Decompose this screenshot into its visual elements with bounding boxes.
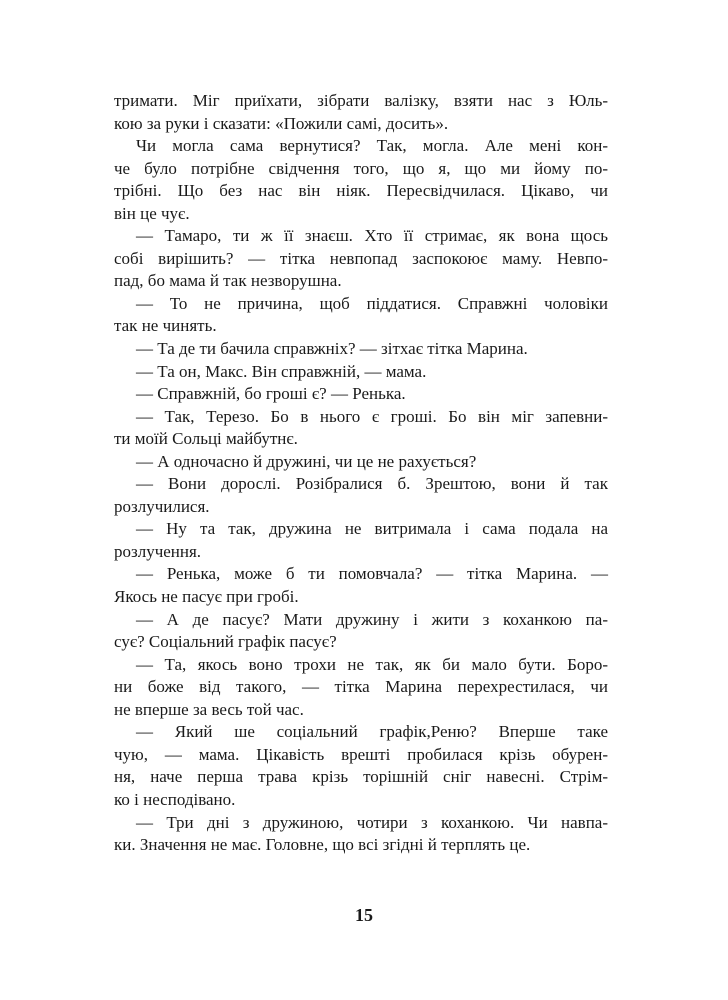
text-line: кою за руки і сказати: «Пожили самі, досить». [114, 113, 449, 133]
text-line: — Вони дорослі. Розібралися б. Зрештою, вони й так [136, 474, 608, 494]
text-line: тримати. Міг приїхати, зібрати валізку, взяти нас з Юль- [114, 91, 608, 110]
paragraph [114, 406, 608, 451]
paragraph [114, 383, 608, 406]
paragraph [114, 338, 608, 361]
text-line: ки. Значення не має. Головне, що всі згідні й терплять це. [114, 835, 531, 855]
paragraph [114, 609, 608, 654]
text-line: — Який ше соціальний графік,Реню? Вперше таке [136, 722, 608, 742]
text-line: — Ренька, може б ти помовчала? — тітка Марина. — [136, 564, 608, 584]
text-line: — А одночасно й дружині, чи це не рахується? [136, 451, 477, 471]
paragraph [114, 225, 608, 293]
text-line: розлучилися. [114, 496, 210, 516]
text-line: розлучення. [114, 541, 202, 561]
text-line: він це чує. [114, 203, 190, 223]
text-line: — Справжній, бо гроші є? — Ренька. [136, 384, 406, 404]
text-line: ти моїй Сольці майбутнє. [114, 429, 298, 449]
paragraph [114, 721, 608, 811]
paragraph [114, 451, 608, 474]
text-line: — Ну та так, дружина не витримала і сама подала на [136, 519, 608, 539]
text-line: чую, — мама. Цікавість врешті пробилася крізь обурен- [114, 744, 608, 764]
text-line: не вперше за весь той час. [114, 699, 304, 719]
text-line: Чи могла сама вернутися? Так, могла. Але мені кон- [136, 136, 608, 156]
paragraph [114, 90, 608, 135]
text-line: так не чинять. [114, 316, 217, 336]
page-number: 15 [355, 905, 373, 925]
paragraph [114, 518, 608, 563]
page-body [114, 90, 608, 857]
text-line: Якось не пасує при гробі. [114, 587, 299, 607]
text-line: ня, наче перша трава крізь торішній сніг навесні. Стрім- [114, 767, 608, 787]
text-line: че було потрібне свідчення того, що я, що ми йому по- [114, 158, 608, 178]
paragraph [114, 135, 608, 225]
text-line: — Та он, Макс. Він справжній, — мама. [136, 361, 427, 381]
text-line: ко і несподівано. [114, 789, 236, 809]
paragraph [114, 361, 608, 384]
text-line: пад, бо мама й так незворушна. [114, 271, 342, 291]
text-line: — Та, якось воно трохи не так, як би мало бути. Боро- [136, 654, 608, 674]
paragraph [114, 293, 608, 338]
paragraph [114, 563, 608, 608]
paragraph [114, 473, 608, 518]
text-line: ни боже від такого, — тітка Марина перехрестилася, чи [114, 677, 608, 697]
text-line: — Три дні з дружиною, чотири з коханкою. Чи навпа- [136, 812, 608, 832]
text-line: — А де пасує? Мати дружину і жити з коханкою па- [136, 609, 608, 629]
text-line: собі вирішить? — тітка невпопад заспокоює маму. Невпо- [114, 248, 608, 268]
paragraph [114, 654, 608, 722]
text-line: — Так, Терезо. Бо в нього є гроші. Бо він міг запевни- [136, 406, 608, 426]
paragraph [114, 812, 608, 857]
text-line: — Та де ти бачила справжніх? — зітхає тітка Марина. [136, 339, 528, 359]
text-line: — Тамаро, ти ж її знаєш. Хто її стримає, як вона щось [136, 226, 608, 246]
text-line: сує? Соціальний графік пасує? [114, 632, 337, 652]
text-line: — То не причина, щоб піддатися. Справжні чоловіки [136, 293, 608, 313]
text-line: трібні. Що без нас він ніяк. Пересвідчилася. Цікаво, чи [114, 181, 608, 201]
